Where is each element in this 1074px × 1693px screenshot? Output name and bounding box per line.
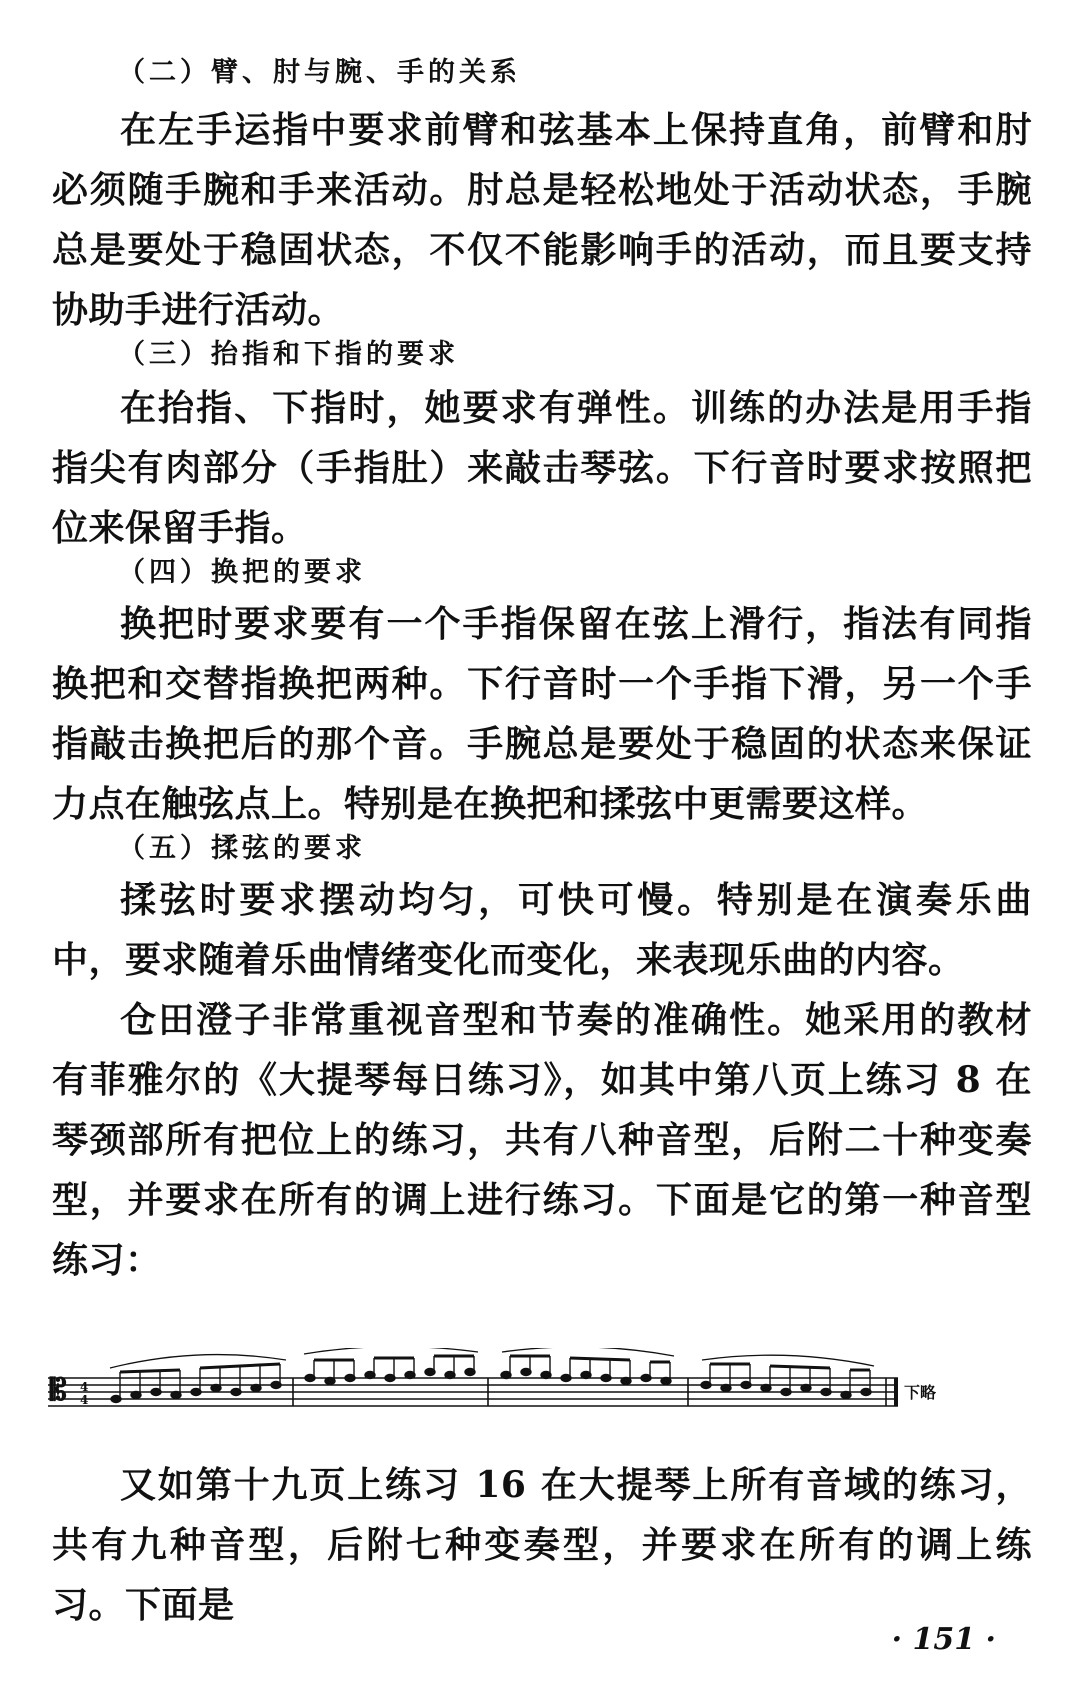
body-paragraph: 仓田澄子非常重视音型和节奏的准确性。她采用的教材有菲雅尔的《大提琴每日练习》，如其中第八页上练习 8 在琴颈部所有把位上的练习，共有八种音型，后附二十种变奏型，并要求在所有的调上进行练习。下面是它的第一种音型练习： <box>52 999 1032 1281</box>
music-score <box>48 1348 993 1438</box>
bottom-paragraph: 又如第十九页上练习 16 在大提琴上所有音域的练习，共有九种音型，后附七种变奏型，并要求在所有的调上练习。下面是 <box>52 1464 1032 1626</box>
slurs <box>110 1348 874 1368</box>
end-label: 下略 <box>904 1383 937 1402</box>
section-paragraph-5: 揉弦时要求摆动均匀，可快可慢。特别是在演奏乐曲中，要求随着乐曲情绪变化而变化，来表现乐曲的内容。 <box>52 879 1032 981</box>
section-heading-3: （三）抬指和下指的要求 <box>118 339 459 370</box>
notes-group <box>111 1356 871 1403</box>
notes-measure-4 <box>701 1364 871 1399</box>
section-heading-4: （四）换把的要求 <box>118 557 366 588</box>
time-signature-top: 4 <box>80 1380 89 1394</box>
notes-measure-3 <box>501 1356 671 1385</box>
section-heading-5: （五）揉弦的要求 <box>118 833 366 864</box>
notes-measure-2 <box>305 1356 475 1385</box>
time-signature-bottom: 4 <box>80 1393 89 1407</box>
page-number: · 151 · <box>891 1622 996 1657</box>
section-paragraph-3: 在抬指、下指时，她要求有弹性。训练的办法是用手指指尖有肉部分（手指肚）来敲击琴弦。下行音时要求按照把位来保留手指。 <box>52 387 1032 549</box>
section-paragraph-4: 换把时要求要有一个手指保留在弦上滑行，指法有同指换把和交替指换把两种。下行音时一个手指下滑，另一个手指敲击换把后的那个音。手腕总是要处于稳固的状态来保证力点在触弦点上。特别是在换把和揉弦中更需要这样。 <box>52 603 1032 825</box>
section-heading-2: （二）臂、肘与腕、手的关系 <box>118 57 521 88</box>
notes-measure-1 <box>111 1364 281 1403</box>
section-paragraph-2: 在左手运指中要求前臂和弦基本上保持直角，前臂和肘必须随手腕和手来活动。肘总是轻松地处于活动状态，手腕总是要处于稳固状态，不仅不能影响手的活动，而且要支持协助手进行活动。 <box>52 109 1032 331</box>
clef-icon: 𝄡 <box>50 1373 67 1408</box>
